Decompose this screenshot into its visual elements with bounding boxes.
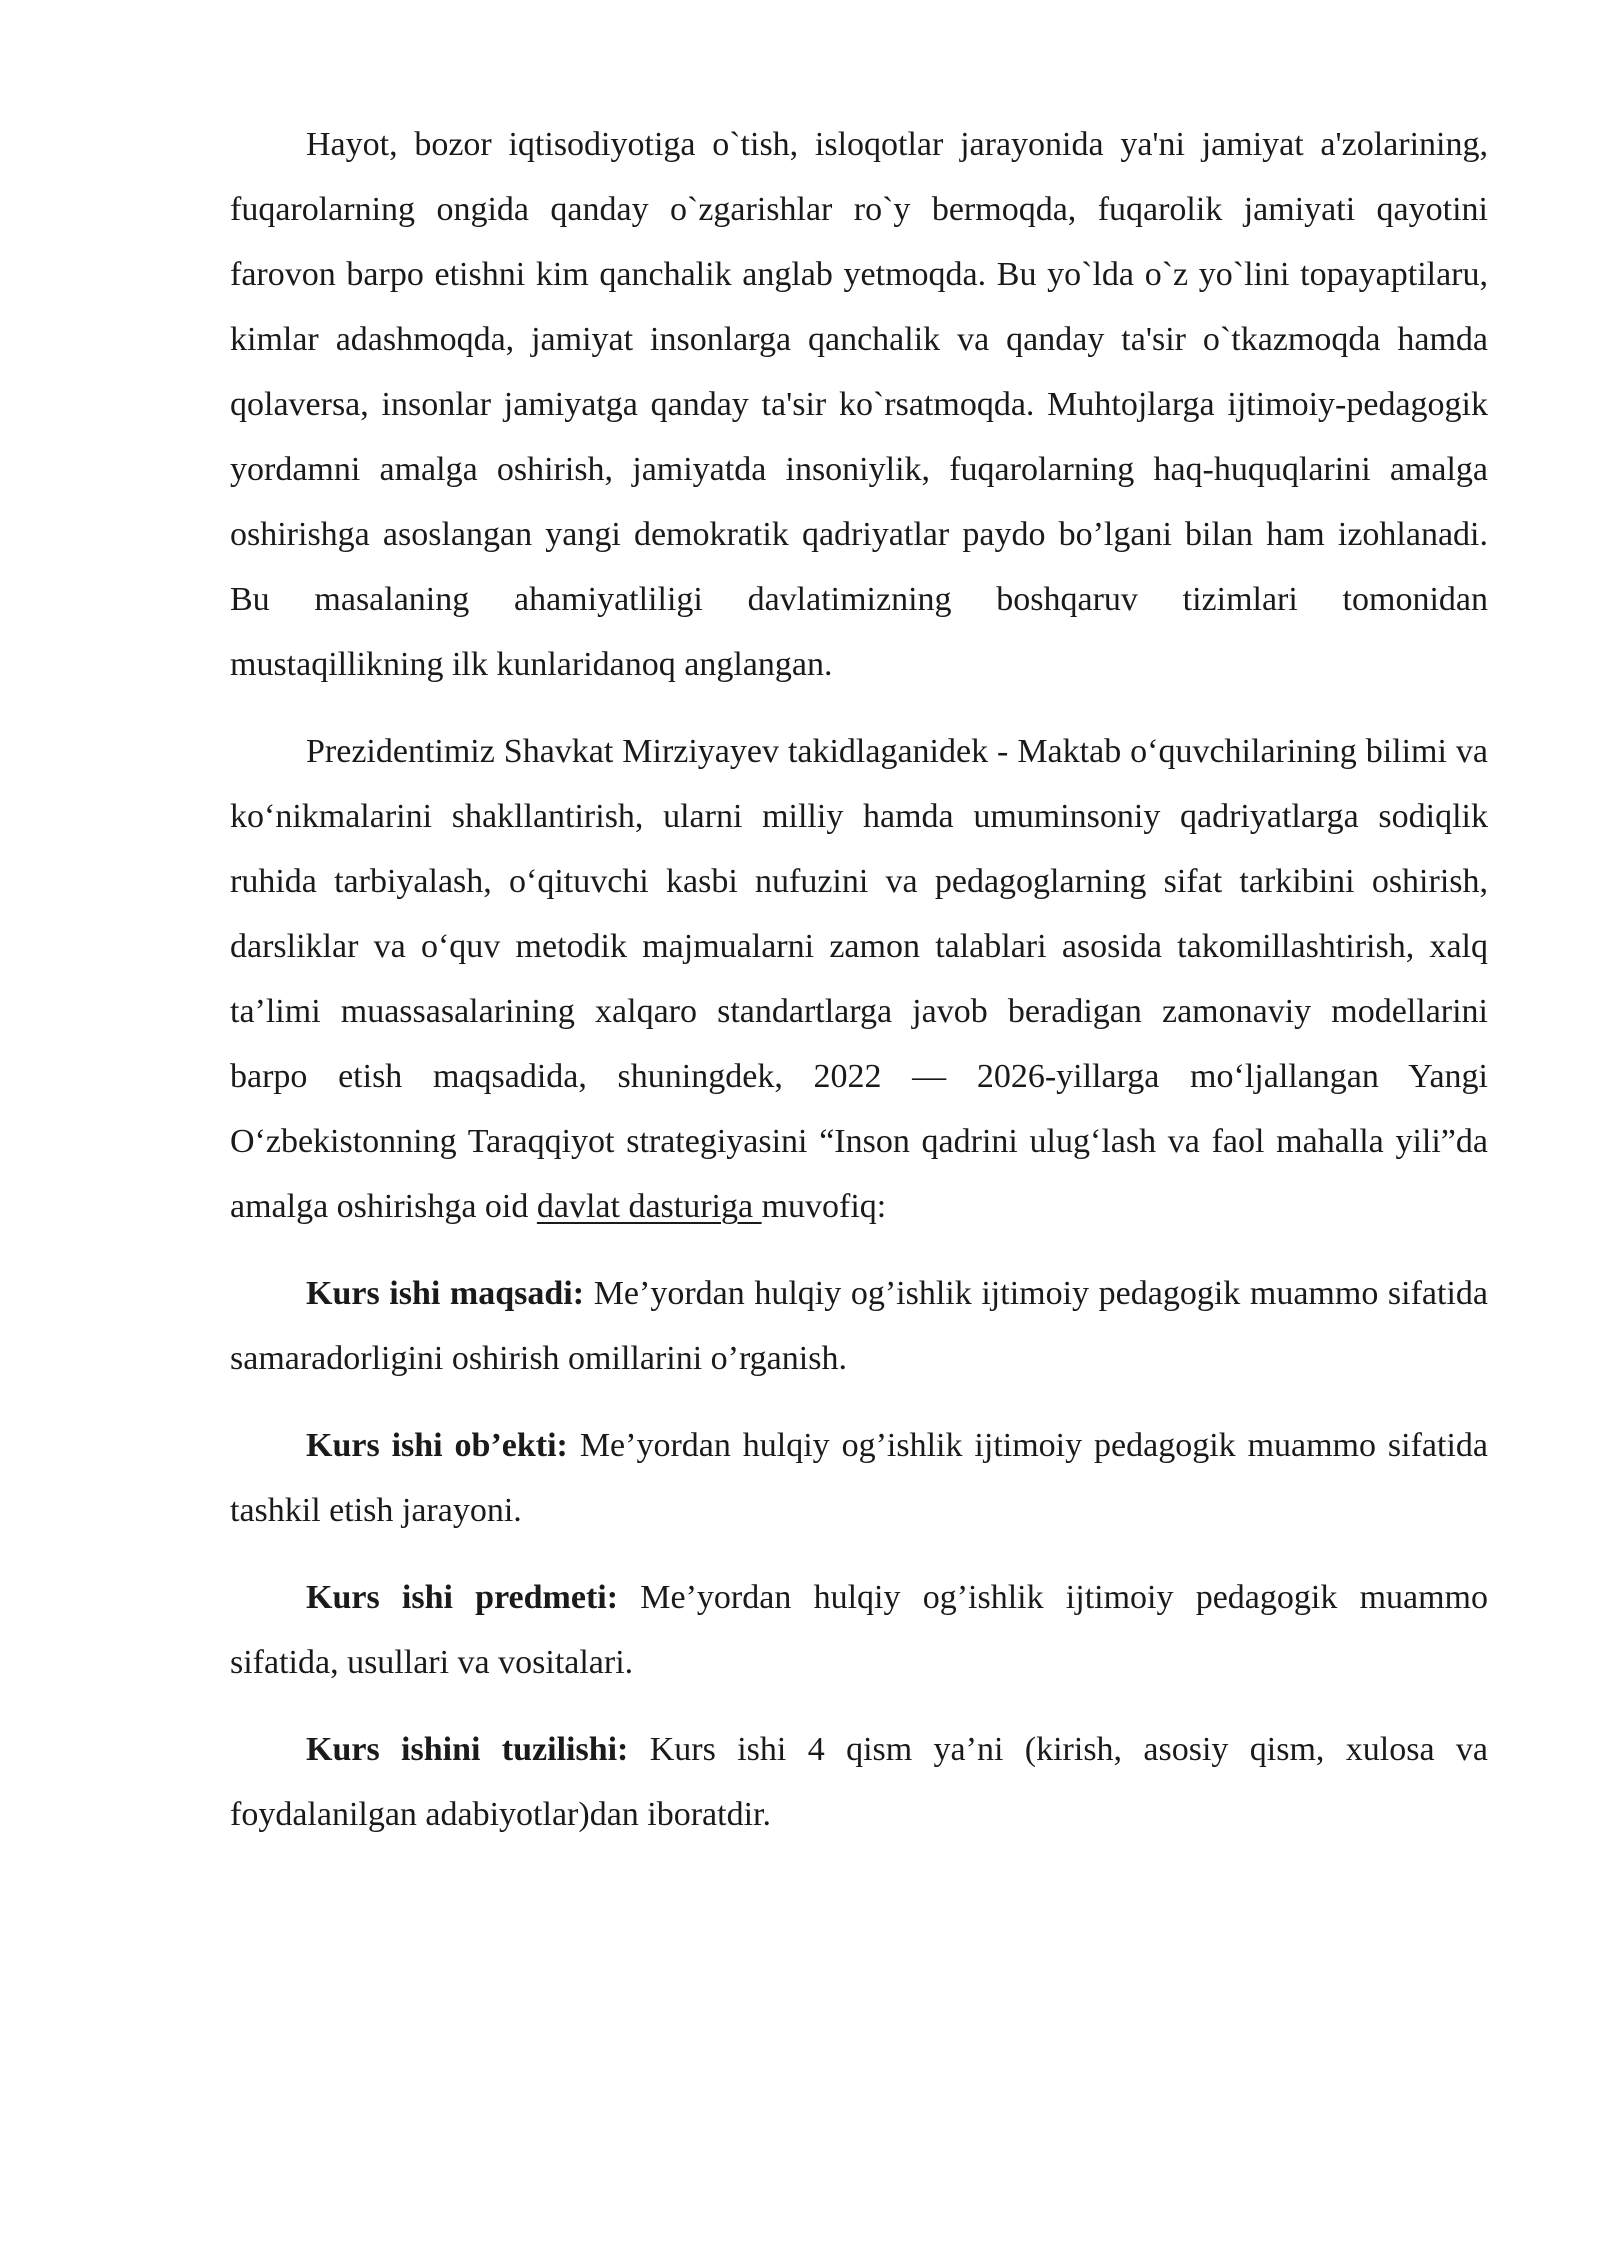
section-text-obekti: Me’yordan hulqiy og’ishlik ijtimoiy pedagogik muammo sifatida tashkil etish jarayoni. [230, 1427, 1488, 1529]
section-label-tuzilishi: Kurs ishini tuzilishi: [306, 1731, 629, 1768]
document-body [230, 112, 1488, 1869]
section-label-obekti: Kurs ishi ob’ekti: [306, 1427, 568, 1464]
section-tuzilishi [230, 1717, 1488, 1847]
paragraph-president-ending: muvofiq: [761, 1188, 887, 1225]
section-maqsadi [230, 1261, 1488, 1391]
section-text-tuzilishi: Kurs ishi 4 qism ya’ni (kirish, asosiy qism, xulosa va foydalanilgan adabiyotlar)dan iboratdir. [230, 1731, 1489, 1833]
paragraph-president-text: Prezidentimiz Shavkat Mirziyayev takidlaganidek - Maktab o‘quvchilarining bilimi va ko‘nikmalarini shakllantirish, ularni milliy hamda umuminsoniy qadriyatlarga sodiqlik ruhida tarbiyalash, o‘qituvchi kasbi nufuzini va pedagoglarning sifat tarkibini oshirish, darsliklar va o‘quv metodik majmualarni zamon talablari asosida takomillashtirish, xalq ta’limi muassasalarining xalqaro standartlarga javob beradigan zamonaviy modellarini barpo etish maqsadida, shuningdek, 2022 — 2026-yillarga mo‘ljallangan Yangi O‘zbekistonning Taraqqiyot strategiyasini “Inson qadrini ulug‘lash va faol mahalla yili”da amalga oshirishga oid [230, 733, 1488, 1225]
section-text-predmeti: Me’yordan hulqiy og’ishlik ijtimoiy pedagogik muammo sifatida, usullari va vositalari. [230, 1579, 1488, 1681]
section-predmeti [230, 1565, 1488, 1695]
paragraph-intro: Hayot, bozor iqtisodiyotiga o`tish, isloqotlar jarayonida ya'ni jamiyat a'zolarining, fuqarolarning ongida qanday o`zgarishlar ro`y bermoqda, fuqarolik jamiyati qayotini farovon barpo etishni kim qanchalik anglab yetmoqda. Bu yo`lda o`z yo`lini topayaptilaru, kimlar adashmoqda, jamiyat insonlarga qanchalik va qanday ta'sir o`tkazmoqda hamda qolaversa, insonlar jamiyatga qanday ta'sir ko`rsatmoqda. Muhtojlarga ijtimoiy-pedagogik yordamni amalga oshirish, jamiyatda insoniylik, fuqarolarning haq-huquqlarini amalga oshirishga asoslangan yangi demokratik qadriyatlar paydo bo’lgani bilan ham izohlanadi. Bu masalaning ahamiyatliligi davlatimizning boshqaruv tizimlari tomonidan mustaqillikning ilk kunlaridanoq anglangan. [230, 126, 1488, 683]
paragraph-president-quote [230, 719, 1488, 1239]
section-label-maqsadi: Kurs ishi maqsadi: [306, 1275, 585, 1312]
section-text-maqsadi: Me’yordan hulqiy og’ishlik ijtimoiy pedagogik muammo sifatida samaradorligini oshirish omillarini o’rganish. [230, 1275, 1488, 1377]
section-obekti [230, 1413, 1488, 1543]
davlat-dasturi-link[interactable]: davlat dasturiga [536, 1188, 762, 1225]
section-label-predmeti: Kurs ishi predmeti: [306, 1579, 619, 1616]
